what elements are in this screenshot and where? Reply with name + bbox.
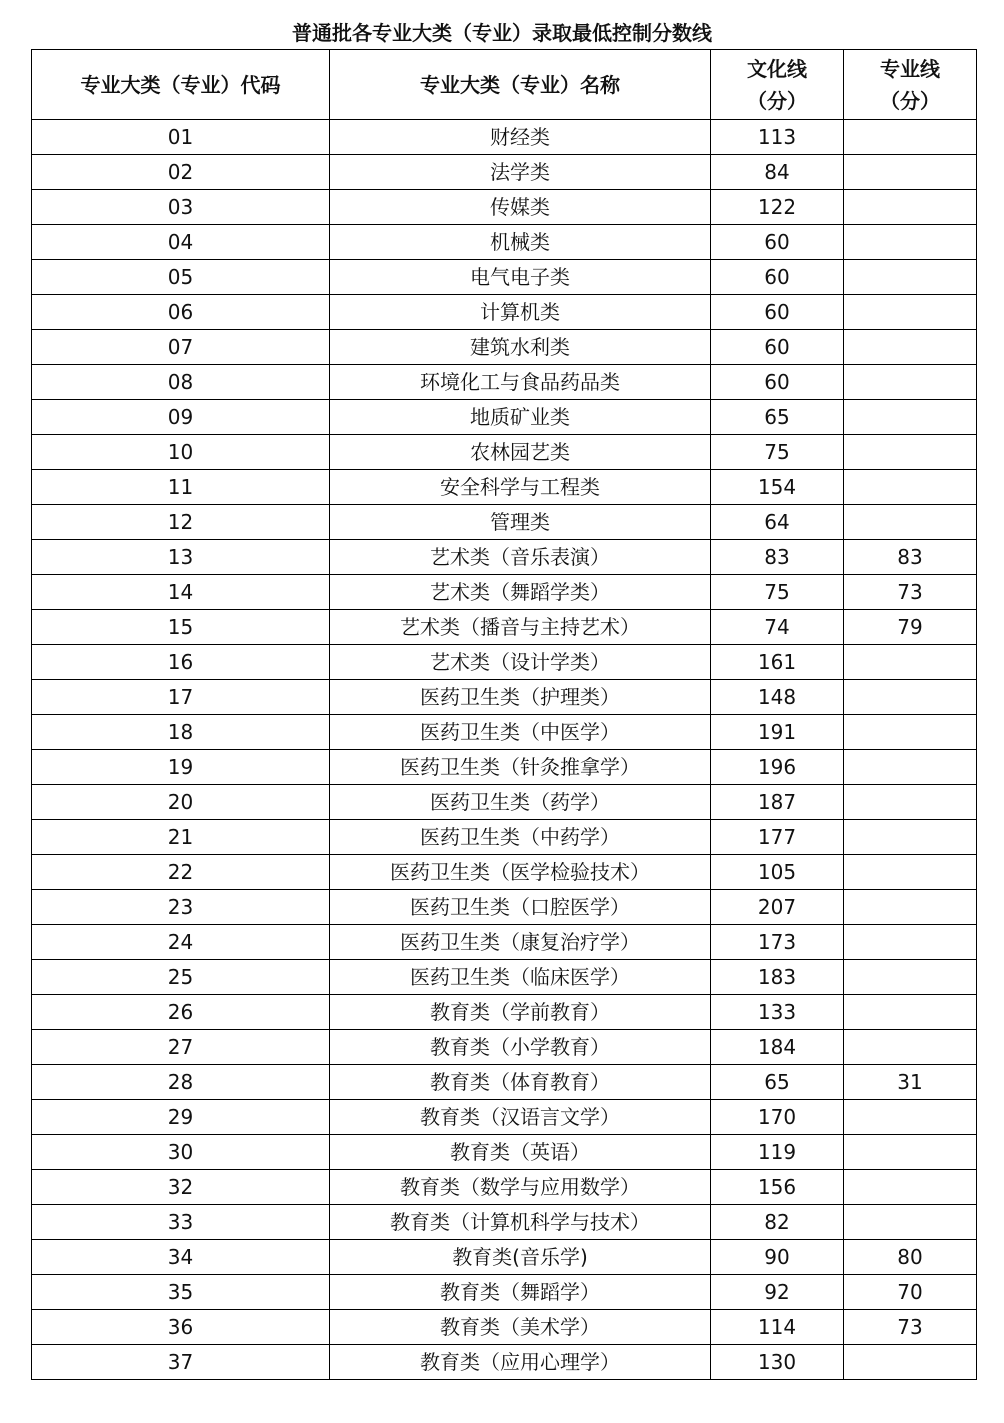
cell-major-score bbox=[844, 260, 977, 295]
cell-name: 教育类（计算机科学与技术） bbox=[330, 1205, 711, 1240]
cell-culture-score: 148 bbox=[711, 680, 844, 715]
cell-code: 22 bbox=[32, 855, 330, 890]
cell-culture-score: 83 bbox=[711, 540, 844, 575]
cell-code: 34 bbox=[32, 1240, 330, 1275]
cell-name: 艺术类（设计学类） bbox=[330, 645, 711, 680]
cell-name: 教育类（数学与应用数学） bbox=[330, 1170, 711, 1205]
table-row bbox=[32, 1345, 977, 1380]
cell-major-score bbox=[844, 820, 977, 855]
cell-name: 电气电子类 bbox=[330, 260, 711, 295]
table-row bbox=[32, 1030, 977, 1065]
table-row bbox=[32, 1310, 977, 1345]
cell-name: 法学类 bbox=[330, 155, 711, 190]
cell-culture-score: 133 bbox=[711, 995, 844, 1030]
score-table bbox=[31, 49, 977, 1380]
cell-code: 08 bbox=[32, 365, 330, 400]
table-header-row bbox=[32, 50, 977, 120]
cell-culture-score: 114 bbox=[711, 1310, 844, 1345]
cell-name: 教育类（小学教育） bbox=[330, 1030, 711, 1065]
cell-major-score bbox=[844, 435, 977, 470]
cell-culture-score: 60 bbox=[711, 225, 844, 260]
cell-code: 29 bbox=[32, 1100, 330, 1135]
cell-major-score: 79 bbox=[844, 610, 977, 645]
cell-name: 医药卫生类（药学） bbox=[330, 785, 711, 820]
table-row bbox=[32, 155, 977, 190]
cell-name: 医药卫生类（中医学） bbox=[330, 715, 711, 750]
cell-culture-score: 184 bbox=[711, 1030, 844, 1065]
cell-culture-score: 183 bbox=[711, 960, 844, 995]
cell-code: 18 bbox=[32, 715, 330, 750]
cell-culture-score: 92 bbox=[711, 1275, 844, 1310]
header-culture-label: 文化线 bbox=[747, 56, 807, 81]
cell-major-score bbox=[844, 785, 977, 820]
cell-culture-score: 82 bbox=[711, 1205, 844, 1240]
cell-name: 环境化工与食品药品类 bbox=[330, 365, 711, 400]
cell-code: 04 bbox=[32, 225, 330, 260]
table-row bbox=[32, 925, 977, 960]
cell-code: 07 bbox=[32, 330, 330, 365]
cell-major-score bbox=[844, 190, 977, 225]
cell-culture-score: 84 bbox=[711, 155, 844, 190]
cell-major-score bbox=[844, 225, 977, 260]
cell-culture-score: 60 bbox=[711, 330, 844, 365]
cell-major-score bbox=[844, 1030, 977, 1065]
cell-culture-score: 113 bbox=[711, 120, 844, 155]
cell-name: 医药卫生类（口腔医学） bbox=[330, 890, 711, 925]
cell-culture-score: 154 bbox=[711, 470, 844, 505]
table-row bbox=[32, 400, 977, 435]
cell-name: 医药卫生类（护理类） bbox=[330, 680, 711, 715]
table-row bbox=[32, 1135, 977, 1170]
cell-major-score bbox=[844, 680, 977, 715]
cell-name: 教育类（汉语言文学） bbox=[330, 1100, 711, 1135]
cell-culture-score: 196 bbox=[711, 750, 844, 785]
cell-major-score: 73 bbox=[844, 575, 977, 610]
cell-culture-score: 105 bbox=[711, 855, 844, 890]
cell-major-score bbox=[844, 155, 977, 190]
cell-code: 33 bbox=[32, 1205, 330, 1240]
cell-culture-score: 207 bbox=[711, 890, 844, 925]
cell-major-score bbox=[844, 1205, 977, 1240]
cell-code: 13 bbox=[32, 540, 330, 575]
cell-culture-score: 74 bbox=[711, 610, 844, 645]
cell-name: 计算机类 bbox=[330, 295, 711, 330]
cell-code: 19 bbox=[32, 750, 330, 785]
header-culture-score bbox=[711, 50, 844, 120]
cell-major-score: 70 bbox=[844, 1275, 977, 1310]
cell-major-score bbox=[844, 995, 977, 1030]
cell-code: 12 bbox=[32, 505, 330, 540]
cell-major-score bbox=[844, 1345, 977, 1380]
cell-name: 艺术类（音乐表演） bbox=[330, 540, 711, 575]
header-code-label: 专业大类（专业）代码 bbox=[80, 72, 281, 97]
cell-major-score bbox=[844, 890, 977, 925]
table-row bbox=[32, 1100, 977, 1135]
cell-code: 17 bbox=[32, 680, 330, 715]
table-row bbox=[32, 1170, 977, 1205]
cell-culture-score: 65 bbox=[711, 400, 844, 435]
cell-name: 管理类 bbox=[330, 505, 711, 540]
cell-name: 医药卫生类（医学检验技术） bbox=[330, 855, 711, 890]
cell-major-score bbox=[844, 1100, 977, 1135]
cell-name: 农林园艺类 bbox=[330, 435, 711, 470]
table-row bbox=[32, 855, 977, 890]
cell-code: 30 bbox=[32, 1135, 330, 1170]
cell-code: 14 bbox=[32, 575, 330, 610]
header-major-unit: （分） bbox=[880, 88, 940, 113]
cell-name: 医药卫生类（康复治疗学） bbox=[330, 925, 711, 960]
page-title: 普通批各专业大类（专业）录取最低控制分数线 bbox=[292, 21, 712, 45]
cell-code: 06 bbox=[32, 295, 330, 330]
cell-code: 37 bbox=[32, 1345, 330, 1380]
cell-culture-score: 64 bbox=[711, 505, 844, 540]
cell-major-score bbox=[844, 120, 977, 155]
cell-culture-score: 156 bbox=[711, 1170, 844, 1205]
cell-major-score bbox=[844, 330, 977, 365]
header-name-label: 专业大类（专业）名称 bbox=[420, 72, 620, 97]
cell-major-score: 73 bbox=[844, 1310, 977, 1345]
cell-major-score bbox=[844, 1135, 977, 1170]
table-row bbox=[32, 435, 977, 470]
table-row bbox=[32, 330, 977, 365]
cell-culture-score: 130 bbox=[711, 1345, 844, 1380]
cell-code: 15 bbox=[32, 610, 330, 645]
table-body bbox=[32, 120, 977, 1380]
cell-name: 教育类（英语） bbox=[330, 1135, 711, 1170]
cell-code: 20 bbox=[32, 785, 330, 820]
cell-name: 教育类（学前教育） bbox=[330, 995, 711, 1030]
cell-major-score bbox=[844, 715, 977, 750]
cell-culture-score: 170 bbox=[711, 1100, 844, 1135]
table-row bbox=[32, 785, 977, 820]
cell-name: 医药卫生类（针灸推拿学） bbox=[330, 750, 711, 785]
cell-name: 机械类 bbox=[330, 225, 711, 260]
cell-code: 05 bbox=[32, 260, 330, 295]
cell-culture-score: 161 bbox=[711, 645, 844, 680]
table-row bbox=[32, 470, 977, 505]
cell-name: 医药卫生类（临床医学） bbox=[330, 960, 711, 995]
cell-code: 11 bbox=[32, 470, 330, 505]
cell-code: 09 bbox=[32, 400, 330, 435]
table-row bbox=[32, 1205, 977, 1240]
cell-major-score: 31 bbox=[844, 1065, 977, 1100]
cell-major-score bbox=[844, 925, 977, 960]
cell-culture-score: 60 bbox=[711, 260, 844, 295]
cell-major-score bbox=[844, 505, 977, 540]
cell-culture-score: 187 bbox=[711, 785, 844, 820]
cell-culture-score: 122 bbox=[711, 190, 844, 225]
cell-code: 23 bbox=[32, 890, 330, 925]
cell-major-score: 83 bbox=[844, 540, 977, 575]
cell-major-score bbox=[844, 1170, 977, 1205]
cell-culture-score: 173 bbox=[711, 925, 844, 960]
cell-code: 26 bbox=[32, 995, 330, 1030]
cell-culture-score: 191 bbox=[711, 715, 844, 750]
table-row bbox=[32, 995, 977, 1030]
cell-code: 32 bbox=[32, 1170, 330, 1205]
cell-code: 28 bbox=[32, 1065, 330, 1100]
table-row bbox=[32, 890, 977, 925]
cell-code: 10 bbox=[32, 435, 330, 470]
cell-name: 艺术类（舞蹈学类） bbox=[330, 575, 711, 610]
table-row bbox=[32, 120, 977, 155]
cell-name: 建筑水利类 bbox=[330, 330, 711, 365]
cell-major-score bbox=[844, 960, 977, 995]
table-row bbox=[32, 645, 977, 680]
table-row bbox=[32, 540, 977, 575]
cell-code: 35 bbox=[32, 1275, 330, 1310]
table-row bbox=[32, 1065, 977, 1100]
cell-culture-score: 177 bbox=[711, 820, 844, 855]
header-major-score bbox=[844, 50, 977, 120]
table-row bbox=[32, 750, 977, 785]
header-major-label: 专业线 bbox=[880, 56, 940, 81]
cell-code: 21 bbox=[32, 820, 330, 855]
cell-culture-score: 75 bbox=[711, 435, 844, 470]
table-row bbox=[32, 190, 977, 225]
cell-name: 财经类 bbox=[330, 120, 711, 155]
cell-code: 25 bbox=[32, 960, 330, 995]
cell-name: 教育类（舞蹈学） bbox=[330, 1275, 711, 1310]
cell-name: 艺术类（播音与主持艺术） bbox=[330, 610, 711, 645]
cell-code: 02 bbox=[32, 155, 330, 190]
cell-culture-score: 65 bbox=[711, 1065, 844, 1100]
cell-name: 教育类（美术学） bbox=[330, 1310, 711, 1345]
cell-name: 医药卫生类（中药学） bbox=[330, 820, 711, 855]
header-code bbox=[32, 50, 330, 120]
cell-major-score bbox=[844, 365, 977, 400]
cell-code: 36 bbox=[32, 1310, 330, 1345]
table-row bbox=[32, 680, 977, 715]
cell-culture-score: 119 bbox=[711, 1135, 844, 1170]
header-name bbox=[330, 50, 711, 120]
table-row bbox=[32, 575, 977, 610]
table-row bbox=[32, 610, 977, 645]
table-row bbox=[32, 260, 977, 295]
cell-code: 27 bbox=[32, 1030, 330, 1065]
cell-name: 传媒类 bbox=[330, 190, 711, 225]
cell-code: 03 bbox=[32, 190, 330, 225]
table-row bbox=[32, 505, 977, 540]
cell-code: 01 bbox=[32, 120, 330, 155]
cell-name: 安全科学与工程类 bbox=[330, 470, 711, 505]
cell-name: 地质矿业类 bbox=[330, 400, 711, 435]
table-row bbox=[32, 1275, 977, 1310]
cell-culture-score: 60 bbox=[711, 295, 844, 330]
cell-culture-score: 90 bbox=[711, 1240, 844, 1275]
table-row bbox=[32, 225, 977, 260]
cell-major-score bbox=[844, 750, 977, 785]
table-row bbox=[32, 1240, 977, 1275]
cell-name: 教育类(音乐学) bbox=[330, 1240, 711, 1275]
cell-code: 16 bbox=[32, 645, 330, 680]
table-row bbox=[32, 820, 977, 855]
cell-major-score bbox=[844, 470, 977, 505]
cell-major-score: 80 bbox=[844, 1240, 977, 1275]
cell-culture-score: 75 bbox=[711, 575, 844, 610]
header-culture-unit: （分） bbox=[747, 88, 807, 113]
cell-major-score bbox=[844, 645, 977, 680]
cell-major-score bbox=[844, 855, 977, 890]
cell-major-score bbox=[844, 295, 977, 330]
table-row bbox=[32, 365, 977, 400]
cell-major-score bbox=[844, 400, 977, 435]
table-row bbox=[32, 960, 977, 995]
table-row bbox=[32, 715, 977, 750]
cell-name: 教育类（应用心理学） bbox=[330, 1345, 711, 1380]
cell-code: 24 bbox=[32, 925, 330, 960]
cell-name: 教育类（体育教育） bbox=[330, 1065, 711, 1100]
cell-culture-score: 60 bbox=[711, 365, 844, 400]
table-row bbox=[32, 295, 977, 330]
